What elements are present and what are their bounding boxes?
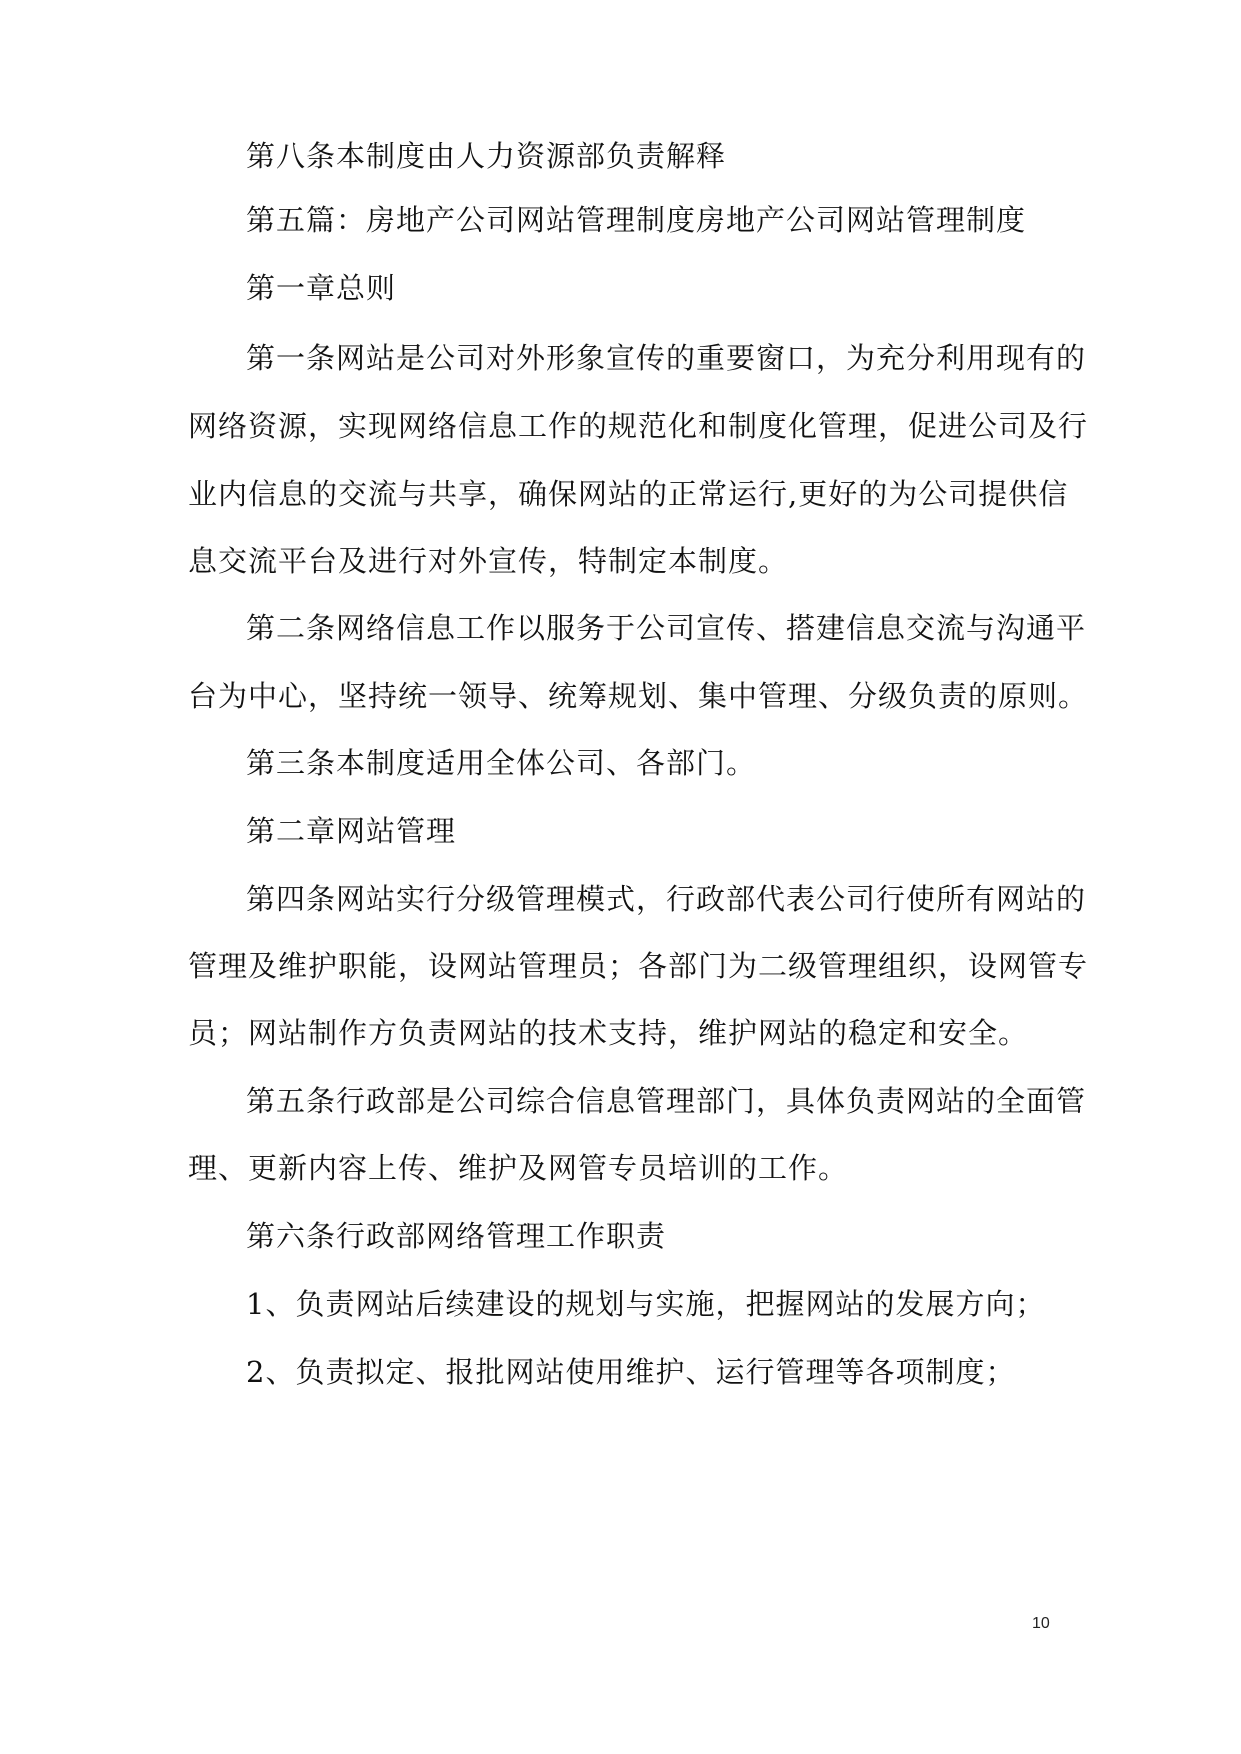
article-1-line-4: 息交流平台及进行对外宣传，特制定本制度。 — [188, 544, 789, 578]
duty-item-2: 2、负责拟定、报批网站使用维护、运行管理等各项制度； — [246, 1355, 1016, 1389]
article-2-line-1: 第二条网络信息工作以服务于公司宣传、搭建信息交流与沟通平 — [246, 611, 1087, 645]
article-1-line-2: 网络资源，实现网络信息工作的规范化和制度化管理，促进公司及行 — [188, 409, 1089, 443]
article-8-line: 第八条本制度由人力资源部负责解释 — [246, 139, 727, 173]
article-4-line-2: 管理及维护职能，设网站管理员；各部门为二级管理组织，设网管专 — [188, 949, 1089, 983]
article-1-line-3: 业内信息的交流与共享，确保网站的正常运行,更好的为公司提供信 — [188, 477, 1069, 511]
duty-item-1: 1、负责网站后续建设的规划与实施，把握网站的发展方向； — [246, 1287, 1046, 1321]
article-4-line-3: 员；网站制作方负责网站的技术支持，维护网站的稳定和安全。 — [188, 1016, 1029, 1050]
article-5-line-2: 理、更新内容上传、维护及网管专员培训的工作。 — [188, 1151, 849, 1185]
article-2-line-2: 台为中心，坚持统一领导、统筹规划、集中管理、分级负责的原则。 — [188, 679, 1089, 713]
article-4-line-1: 第四条网站实行分级管理模式，行政部代表公司行使所有网站的 — [246, 882, 1087, 916]
chapter-1-heading: 第一章总则 — [246, 271, 397, 305]
article-5-line-1: 第五条行政部是公司综合信息管理部门，具体负责网站的全面管 — [246, 1084, 1087, 1118]
page-number: 10 — [1032, 1615, 1050, 1632]
article-1-line-1: 第一条网站是公司对外形象宣传的重要窗口，为充分利用现有的 — [246, 341, 1087, 375]
part-5-title: 第五篇：房地产公司网站管理制度房地产公司网站管理制度 — [246, 203, 1027, 237]
article-6-heading: 第六条行政部网络管理工作职责 — [246, 1219, 667, 1253]
chapter-2-heading: 第二章网站管理 — [246, 814, 457, 848]
article-3-line: 第三条本制度适用全体公司、各部门。 — [246, 746, 757, 780]
